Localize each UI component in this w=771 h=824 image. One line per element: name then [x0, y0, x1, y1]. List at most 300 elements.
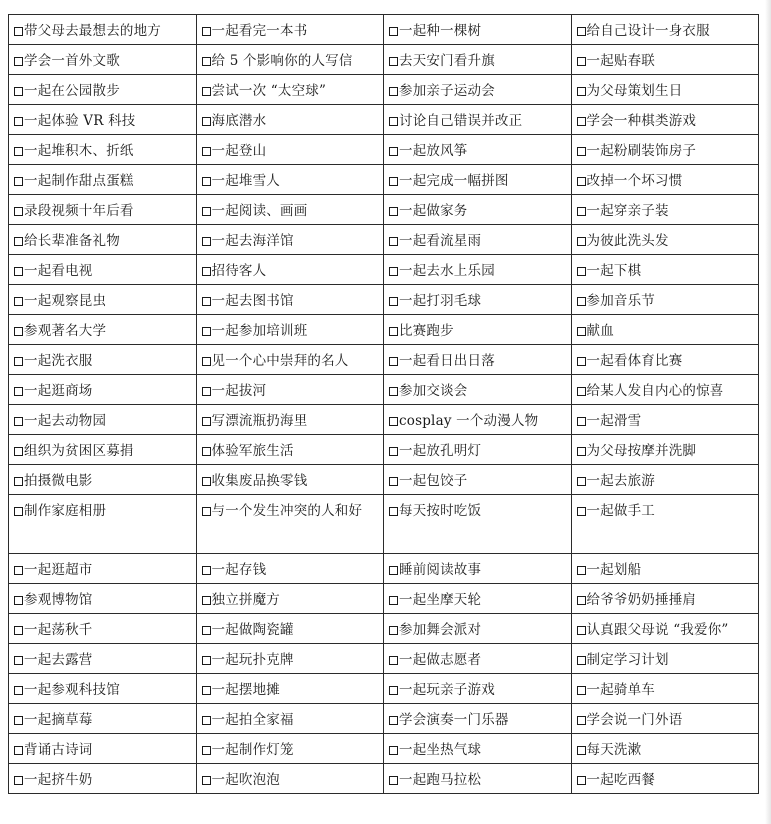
checkbox-icon[interactable]	[577, 746, 586, 755]
checklist-item	[384, 105, 572, 135]
table-row	[9, 734, 759, 764]
checklist-item-label: 一起放孔明灯	[399, 443, 482, 459]
checkbox-icon[interactable]	[389, 297, 398, 306]
checkbox-icon[interactable]	[389, 117, 398, 126]
checklist-item	[384, 495, 572, 554]
checkbox-icon[interactable]	[577, 477, 586, 486]
checkbox-icon[interactable]	[14, 327, 23, 336]
checklist-item-label: 参加舞会派对	[399, 622, 482, 638]
checkbox-icon[interactable]	[202, 566, 211, 575]
checklist-item	[9, 75, 197, 105]
checklist-item	[196, 614, 384, 644]
checkbox-icon[interactable]	[14, 477, 23, 486]
checkbox-icon[interactable]	[389, 57, 398, 66]
checkbox-icon[interactable]	[14, 417, 23, 426]
checklist-item-label: 一起做家务	[399, 203, 468, 219]
checklist-item-label: 一起逛超市	[24, 562, 93, 578]
checklist-item-label: 给自己设计一身衣服	[586, 23, 710, 39]
checkbox-icon[interactable]	[202, 117, 211, 126]
checklist-item	[9, 584, 197, 614]
checkbox-icon[interactable]	[577, 776, 586, 785]
checklist-item	[196, 345, 384, 375]
checklist-item-label: 一起看完一本书	[211, 23, 308, 39]
checklist-item	[9, 704, 197, 734]
checklist-item	[571, 285, 759, 315]
checklist-item-label: 一起穿亲子装	[586, 203, 669, 219]
checkbox-icon[interactable]	[577, 177, 586, 186]
checkbox-icon[interactable]	[389, 447, 398, 456]
checkbox-icon[interactable]	[389, 177, 398, 186]
checkbox-icon[interactable]	[577, 357, 586, 366]
table-row	[9, 195, 759, 225]
page-edge-shadow	[765, 0, 771, 824]
checklist-item-label: 一起看电视	[24, 263, 93, 279]
checkbox-icon[interactable]	[14, 237, 23, 246]
checklist-item-label: 一起参观科技馆	[24, 682, 120, 698]
table-row	[9, 255, 759, 285]
checkbox-icon[interactable]	[577, 686, 586, 695]
checklist-item	[571, 225, 759, 255]
checkbox-icon[interactable]	[389, 357, 398, 366]
checklist-item	[384, 554, 572, 584]
checklist-item	[384, 435, 572, 465]
checkbox-icon[interactable]	[389, 477, 398, 486]
checklist-item	[9, 435, 197, 465]
checkbox-icon[interactable]	[202, 507, 211, 516]
checklist-item-label: 一起存钱	[211, 562, 267, 578]
table-row	[9, 375, 759, 405]
checklist-item	[384, 135, 572, 165]
checkbox-icon[interactable]	[389, 207, 398, 216]
checklist-item	[571, 255, 759, 285]
checklist-item-label: 一起去旅游	[586, 473, 655, 489]
checkbox-icon[interactable]	[389, 746, 398, 755]
checklist-item	[571, 614, 759, 644]
checklist-item	[384, 345, 572, 375]
table-row	[9, 165, 759, 195]
checklist-item-label: 改掉一个坏习惯	[586, 173, 683, 189]
checkbox-icon[interactable]	[202, 686, 211, 695]
checklist-item	[196, 495, 384, 554]
checklist-item-label: 一起参加培训班	[211, 323, 308, 339]
checkbox-icon[interactable]	[577, 267, 586, 276]
checkbox-icon[interactable]	[577, 27, 586, 36]
checkbox-icon[interactable]	[14, 117, 23, 126]
checkbox-icon[interactable]	[577, 117, 586, 126]
checklist-item-label: 一起体验 VR 科技	[24, 113, 136, 129]
checklist-item-label: 一起吹泡泡	[211, 772, 280, 788]
checklist-item	[196, 674, 384, 704]
checklist-item	[571, 75, 759, 105]
checklist-item-label: 一起玩亲子游戏	[399, 682, 495, 698]
checkbox-icon[interactable]	[14, 57, 23, 66]
checklist-item-label: 学会说一门外语	[586, 712, 683, 728]
checkbox-icon[interactable]	[577, 566, 586, 575]
checkbox-icon[interactable]	[577, 237, 586, 246]
checklist-item	[384, 255, 572, 285]
table-row	[9, 644, 759, 674]
table-row	[9, 105, 759, 135]
checkbox-icon[interactable]	[202, 596, 211, 605]
checkbox-icon[interactable]	[577, 327, 586, 336]
checklist-item-label: 一起洗衣服	[24, 353, 93, 369]
checkbox-icon[interactable]	[577, 507, 586, 516]
checklist-item	[196, 435, 384, 465]
checklist-item	[196, 554, 384, 584]
checkbox-icon[interactable]	[577, 596, 586, 605]
checkbox-icon[interactable]	[202, 87, 211, 96]
table-row	[9, 465, 759, 495]
checkbox-icon[interactable]	[202, 746, 211, 755]
checklist-item-label: 参加交谈会	[399, 383, 468, 399]
checklist-item	[571, 105, 759, 135]
checklist-item	[571, 195, 759, 225]
checklist-item	[571, 584, 759, 614]
checkbox-icon[interactable]	[202, 327, 211, 336]
checklist-item-label: 一起去露营	[24, 652, 93, 668]
table-row	[9, 704, 759, 734]
checklist-item	[196, 584, 384, 614]
checklist-item-label: 一起看日出日落	[399, 353, 495, 369]
checklist-item-label: 背诵古诗词	[24, 742, 93, 758]
checkbox-icon[interactable]	[14, 507, 23, 516]
checklist-item	[384, 45, 572, 75]
table-row	[9, 45, 759, 75]
checklist-item	[196, 105, 384, 135]
checkbox-icon[interactable]	[14, 746, 23, 755]
checklist-item	[571, 764, 759, 794]
checkbox-icon[interactable]	[202, 177, 211, 186]
checklist-item-label: 一起逛商场	[24, 383, 93, 399]
checklist-item	[9, 45, 197, 75]
checklist-item	[384, 465, 572, 495]
checklist-item	[571, 734, 759, 764]
checklist-item	[384, 75, 572, 105]
checkbox-icon[interactable]	[202, 387, 211, 396]
checklist-item	[384, 405, 572, 435]
checkbox-icon[interactable]	[577, 417, 586, 426]
checklist-item-label: 组织为贫困区募捐	[24, 443, 134, 459]
checklist-item-label: 为父母策划生日	[586, 83, 683, 99]
checklist-item-label: 给长辈准备礼物	[24, 233, 120, 249]
checklist-item	[571, 704, 759, 734]
checklist-item	[571, 165, 759, 195]
checklist-item-label: 一起去动物园	[24, 413, 107, 429]
checklist-item	[9, 195, 197, 225]
checkbox-icon[interactable]	[14, 177, 23, 186]
checklist-item	[571, 15, 759, 45]
checklist-item	[196, 764, 384, 794]
checklist-item	[571, 345, 759, 375]
checklist-item-label: 参加亲子运动会	[399, 83, 495, 99]
checkbox-icon[interactable]	[389, 507, 398, 516]
checklist-item-label: 一起堆积木、折纸	[24, 143, 134, 159]
checklist-item-label: 一起制作灯笼	[211, 742, 294, 758]
checkbox-icon[interactable]	[389, 626, 398, 635]
checklist-item	[384, 704, 572, 734]
checklist-item-label: 一起种一棵树	[399, 23, 482, 39]
table-row	[9, 15, 759, 45]
checklist-item-label: 每天洗漱	[586, 742, 642, 758]
table-row	[9, 225, 759, 255]
checklist-item	[196, 285, 384, 315]
checklist-item	[196, 75, 384, 105]
checkbox-icon[interactable]	[202, 447, 211, 456]
checklist-item	[196, 45, 384, 75]
checkbox-icon[interactable]	[389, 237, 398, 246]
table-row	[9, 764, 759, 794]
checklist-item	[9, 285, 197, 315]
checkbox-icon[interactable]	[14, 87, 23, 96]
checkbox-icon[interactable]	[14, 776, 23, 785]
checklist-item-label: 一起做陶瓷罐	[211, 622, 294, 638]
checkbox-icon[interactable]	[202, 27, 211, 36]
checkbox-icon[interactable]	[577, 207, 586, 216]
checkbox-icon[interactable]	[14, 716, 23, 725]
table-row	[9, 315, 759, 345]
checkbox-icon[interactable]	[202, 297, 211, 306]
checklist-item	[9, 614, 197, 644]
checkbox-icon[interactable]	[389, 27, 398, 36]
table-row	[9, 75, 759, 105]
table-row	[9, 495, 759, 554]
checkbox-icon[interactable]	[202, 357, 211, 366]
checklist-item	[571, 674, 759, 704]
checklist-item	[9, 674, 197, 704]
checklist-item	[9, 495, 197, 554]
checklist-item	[9, 554, 197, 584]
checkbox-icon[interactable]	[389, 417, 398, 426]
table-row	[9, 135, 759, 165]
checklist-item-label: 体验军旅生活	[211, 443, 294, 459]
checklist-item-label: 一起骑单车	[586, 682, 655, 698]
checklist-item-label: 一起荡秋千	[24, 622, 93, 638]
checklist-item-label: 带父母去最想去的地方	[24, 23, 161, 39]
checklist-item	[384, 165, 572, 195]
checklist-item-label: 一起做手工	[586, 503, 655, 519]
checklist-item-label: 学会演奏一门乐器	[399, 712, 509, 728]
checkbox-icon[interactable]	[202, 477, 211, 486]
checklist-item-label: 一起挤牛奶	[24, 772, 93, 788]
checklist-item	[571, 435, 759, 465]
table-row	[9, 285, 759, 315]
checkbox-icon[interactable]	[577, 626, 586, 635]
checklist-item-label: 一起打羽毛球	[399, 293, 482, 309]
checkbox-icon[interactable]	[577, 87, 586, 96]
checklist-item	[9, 255, 197, 285]
checklist-table	[8, 14, 759, 794]
checklist-item-label: 一起拔河	[211, 383, 267, 399]
checklist-item-label: 一起玩扑克牌	[211, 652, 294, 668]
checklist-item-label: 一起完成一幅拼图	[399, 173, 509, 189]
checklist-item-label: 睡前阅读故事	[399, 562, 482, 578]
checklist-item-label: 为父母按摩并洗脚	[586, 443, 697, 459]
checklist-item-label: 学会一首外文歌	[24, 53, 120, 69]
checklist-item-label: 一起拍全家福	[211, 712, 294, 728]
checklist-item	[384, 644, 572, 674]
checklist-item	[196, 375, 384, 405]
checklist-item-label: 见一个心中崇拜的名人	[211, 353, 349, 369]
checklist-item-label: 学会一种棋类游戏	[586, 113, 697, 129]
checklist-item-label: cosplay 一个动漫人物	[399, 413, 539, 429]
checklist-item-label: 一起贴春联	[586, 53, 655, 69]
checkbox-icon[interactable]	[202, 626, 211, 635]
checklist-item-label: 献血	[586, 323, 614, 339]
checklist-item	[384, 225, 572, 255]
checklist-item	[9, 734, 197, 764]
checkbox-icon[interactable]	[577, 297, 586, 306]
checkbox-icon[interactable]	[14, 357, 23, 366]
checklist-item	[571, 375, 759, 405]
checkbox-icon[interactable]	[577, 447, 586, 456]
checklist-item-label: 每天按时吃饭	[399, 503, 482, 519]
checklist-item	[9, 135, 197, 165]
checklist-item	[9, 165, 197, 195]
checkbox-icon[interactable]	[577, 716, 586, 725]
checkbox-icon[interactable]	[14, 447, 23, 456]
checklist-item	[571, 644, 759, 674]
checkbox-icon[interactable]	[577, 147, 586, 156]
checklist-item-label: 给爷爷奶奶捶捶肩	[586, 592, 697, 608]
checkbox-icon[interactable]	[577, 57, 586, 66]
checkbox-icon[interactable]	[202, 57, 211, 66]
checklist-item	[9, 644, 197, 674]
checklist-item	[196, 644, 384, 674]
checklist-item-label: 一起滑雪	[586, 413, 642, 429]
checklist-item	[196, 734, 384, 764]
checklist-item-label: 制作家庭相册	[24, 503, 107, 519]
checklist-item-label: 一起跑马拉松	[399, 772, 482, 788]
checklist-item	[9, 405, 197, 435]
checklist-item	[196, 704, 384, 734]
checklist-item-label: 一起包饺子	[399, 473, 468, 489]
checkbox-icon[interactable]	[389, 267, 398, 276]
checklist-item-label: 录段视频十年后看	[24, 203, 134, 219]
checkbox-icon[interactable]	[389, 716, 398, 725]
table-row	[9, 584, 759, 614]
checklist-item	[196, 195, 384, 225]
checkbox-icon[interactable]	[389, 327, 398, 336]
checklist-item-label: 一起阅读、画画	[211, 203, 308, 219]
checklist-item	[9, 225, 197, 255]
checklist-item-label: 一起在公园散步	[24, 83, 120, 99]
checkbox-icon[interactable]	[389, 147, 398, 156]
checklist-item-label: 海底潜水	[211, 113, 267, 129]
checkbox-icon[interactable]	[14, 656, 23, 665]
table-row	[9, 614, 759, 644]
checkbox-icon[interactable]	[389, 566, 398, 575]
checklist-item-label: 给 5 个影响你的人写信	[211, 53, 353, 69]
checklist-item-label: 一起放风筝	[399, 143, 468, 159]
checkbox-icon[interactable]	[577, 656, 586, 665]
checklist-item	[196, 165, 384, 195]
checkbox-icon[interactable]	[14, 626, 23, 635]
checklist-item	[9, 105, 197, 135]
checklist-item-label: 比赛跑步	[399, 323, 454, 339]
checkbox-icon[interactable]	[389, 596, 398, 605]
checklist-item-label: 认真跟父母说 “我爱你”	[586, 622, 729, 638]
checkbox-icon[interactable]	[14, 267, 23, 276]
checklist-item-label: 收集废品换零钱	[211, 473, 308, 489]
checklist-item-label: 为彼此洗头发	[586, 233, 669, 249]
checkbox-icon[interactable]	[389, 387, 398, 396]
checklist-item-label: 一起摘草莓	[24, 712, 93, 728]
checklist-item-label: 一起制作甜点蛋糕	[24, 173, 134, 189]
checkbox-icon[interactable]	[202, 656, 211, 665]
checklist-item-label: 一起看体育比赛	[586, 353, 683, 369]
checklist-item	[384, 315, 572, 345]
checklist-item-label: 给某人发自内心的惊喜	[586, 383, 724, 399]
checkbox-icon[interactable]	[577, 387, 586, 396]
checklist-item	[571, 315, 759, 345]
checkbox-icon[interactable]	[389, 776, 398, 785]
checkbox-icon[interactable]	[14, 686, 23, 695]
checklist-item-label: 一起粉刷装饰房子	[586, 143, 697, 159]
checkbox-icon[interactable]	[202, 237, 211, 246]
checklist-item-label: 一起坐摩天轮	[399, 592, 482, 608]
checklist-item-label: 一起做志愿者	[399, 652, 482, 668]
checklist-item-label: 一起去海洋馆	[211, 233, 294, 249]
checkbox-icon[interactable]	[202, 716, 211, 725]
checkbox-icon[interactable]	[202, 267, 211, 276]
checklist-item	[571, 495, 759, 554]
checkbox-icon[interactable]	[389, 656, 398, 665]
checklist-item	[571, 135, 759, 165]
checkbox-icon[interactable]	[202, 147, 211, 156]
checkbox-icon[interactable]	[14, 596, 23, 605]
checklist-item-label: 制定学习计划	[586, 652, 669, 668]
checkbox-icon[interactable]	[14, 297, 23, 306]
checkbox-icon[interactable]	[389, 87, 398, 96]
checkbox-icon[interactable]	[14, 207, 23, 216]
checkbox-icon[interactable]	[14, 566, 23, 575]
checklist-item	[571, 405, 759, 435]
checklist-item-label: 一起去图书馆	[211, 293, 294, 309]
checklist-item-label: 一起划船	[586, 562, 642, 578]
checklist-item-label: 一起登山	[211, 143, 267, 159]
table-row	[9, 345, 759, 375]
checklist-item-label: 参观著名大学	[24, 323, 107, 339]
checklist-item	[196, 225, 384, 255]
checkbox-icon[interactable]	[389, 686, 398, 695]
checklist-item	[384, 674, 572, 704]
checkbox-icon[interactable]	[202, 207, 211, 216]
checklist-item	[9, 15, 197, 45]
checklist-item	[384, 285, 572, 315]
checklist-sheet	[8, 14, 758, 794]
checklist-item	[196, 315, 384, 345]
checklist-item-label: 写漂流瓶扔海里	[211, 413, 308, 429]
checkbox-icon[interactable]	[14, 27, 23, 36]
checklist-item-label: 参加音乐节	[586, 293, 655, 309]
checklist-body	[9, 15, 759, 794]
checklist-item-label: 一起去水上乐园	[399, 263, 495, 279]
checkbox-icon[interactable]	[202, 417, 211, 426]
checklist-item	[384, 764, 572, 794]
checklist-item	[9, 465, 197, 495]
checklist-item	[571, 554, 759, 584]
checkbox-icon[interactable]	[14, 147, 23, 156]
checklist-item-label: 参观博物馆	[24, 592, 93, 608]
checklist-item	[384, 614, 572, 644]
checklist-item	[384, 734, 572, 764]
checkbox-icon[interactable]	[14, 387, 23, 396]
checklist-item	[196, 405, 384, 435]
checkbox-icon[interactable]	[202, 776, 211, 785]
checklist-item-label: 招待客人	[211, 263, 267, 279]
checklist-item-label: 去天安门看升旗	[399, 53, 495, 69]
checklist-item-label: 一起坐热气球	[399, 742, 482, 758]
